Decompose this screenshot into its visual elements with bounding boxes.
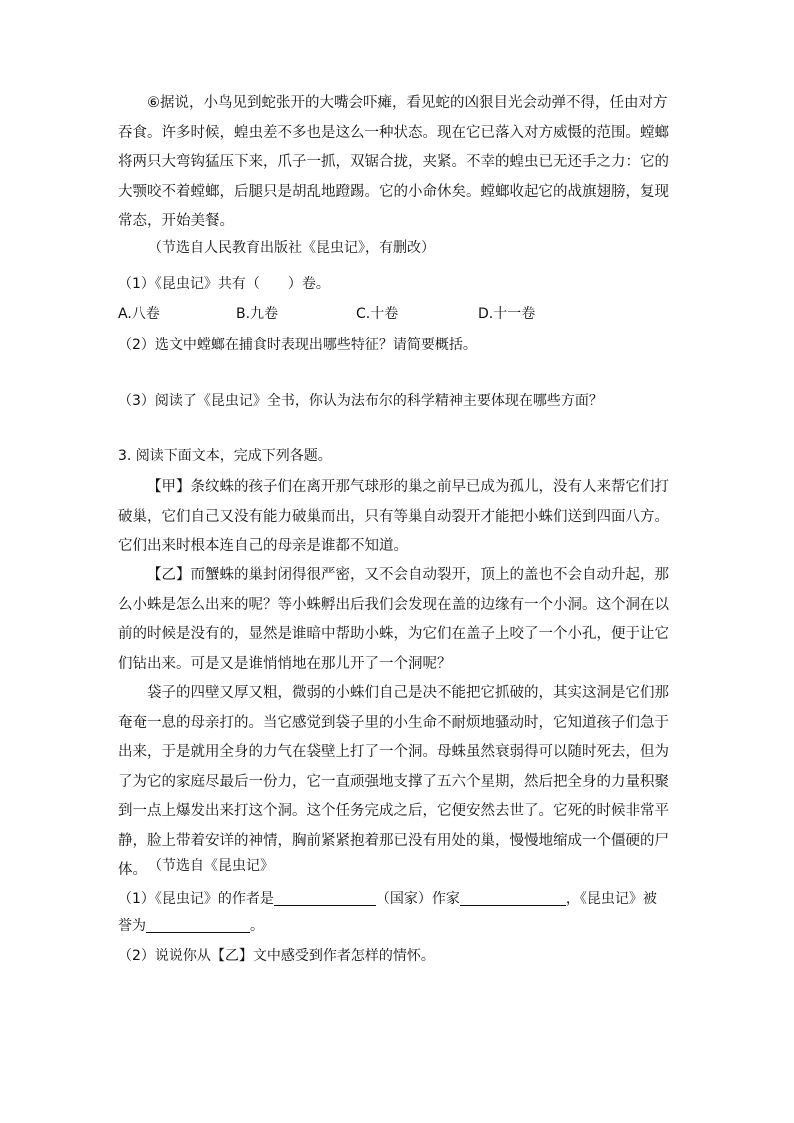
passage-paragraph-6: ⑥据说，小鸟见到蛇张开的大嘴会吓瘫，看见蛇的凶狠目光会动弹不得，任由对方吞食。许多时候，蝗虫差不多也是这么一种状态。现在它已落入对方威慑的范围。螳螂将两只大弯钩猛压下来，爪子一抓，双锯合拢，夹紧。不幸的蝗虫已无还手之力：它的大颚咬不着螳螂，后腿只是胡乱地蹬踢。它的小命休矣。螳螂收起它的战旗翅膀，复现常态，开始美餐。 bbox=[118, 95, 669, 229]
answer-blank-reputation[interactable] bbox=[146, 916, 250, 933]
passage-jia: 【甲】条纹蛛的孩子们在离开那气球形的巢之前早已成为孤儿，没有人来帮它们打破巢，它们自己又没有能力破巢而出，只有等巢自动裂开才能把小蛛们送到四面八方。它们出来时根本连自己的母亲是谁都不知道。 bbox=[118, 479, 669, 554]
question-3-1 bbox=[118, 887, 657, 911]
question-3-1-text-e: 。 bbox=[250, 918, 264, 934]
question-1-3: （3）阅读了《昆虫记》全书，你认为法布尔的科学精神主要体现在哪些方面？ bbox=[118, 393, 603, 409]
answer-blank-author[interactable] bbox=[274, 889, 376, 906]
option-b: B.九卷 bbox=[236, 306, 279, 322]
question-3-1-line2 bbox=[118, 914, 264, 938]
question-3-1-text-a: （1）《昆虫记》的作者是 bbox=[118, 891, 274, 907]
answer-blank-country-writer[interactable] bbox=[460, 889, 566, 906]
option-a: A.八卷 bbox=[118, 306, 160, 322]
question-3-1-text-b: （国家）作家 bbox=[375, 891, 460, 907]
passage-yi: 【乙】而蟹蛛的巢封闭得很严密，又不会自动裂开，顶上的盖也不会自动升起，那么小蛛是怎么出来的呢？等小蛛孵出后我们会发现在盖的边缘有一个小洞。这个洞在以前的时候是没有的，显然是谁暗中帮助小蛛，为它们在盖子上咬了一个小孔，便于让它们钻出来。可是又是谁悄悄地在那儿开了一个洞呢？ bbox=[118, 567, 669, 672]
section-3-heading: 3. 阅读下面文本，完成下列各题。 bbox=[118, 448, 332, 464]
section3-source: （节选自《昆虫记》 bbox=[148, 858, 274, 874]
question-3-1-text-c: ，《昆虫记》被 bbox=[565, 891, 657, 907]
question-1-2: （2）选文中螳螂在捕食时表现出哪些特征？请简要概括。 bbox=[118, 337, 477, 353]
option-c: C.十卷 bbox=[356, 306, 399, 322]
question-1-1: （1）《昆虫记》共有（ ）卷。 bbox=[118, 276, 330, 292]
question-3-1-text-d: 誉为 bbox=[118, 918, 146, 934]
passage1-source: （节选自人民教育出版社《昆虫记》，有删改） bbox=[148, 240, 435, 256]
passage-paragraph-3: 袋子的四壁又厚又粗，微弱的小蛛们自己是决不能把它抓破的，其实这洞是它们那奄奄一息的母亲打的。当它感觉到袋子里的小生命不耐烦地骚动时，它知道孩子们急于出来，于是就用全身的力气在袋壁上打了一个洞。母蛛虽然衰弱得可以随时死去，但为了为它的家庭尽最后一份力，它一直顽强地支撑了五六个星期，然后把全身的力量积聚到一点上爆发出来打这个洞。这个任务完成之后，它便安然去世了。它死的时候非常平静，脸上带着安详的神情，胸前紧紧抱着那已没有用处的巢，慢慢地缩成一个僵硬的尸体。 bbox=[118, 685, 669, 878]
question-3-2: （2）说说你从【乙】文中感受到作者怎样的情怀。 bbox=[118, 948, 435, 964]
options-row bbox=[118, 302, 678, 326]
option-d: D.十一卷 bbox=[478, 306, 536, 322]
